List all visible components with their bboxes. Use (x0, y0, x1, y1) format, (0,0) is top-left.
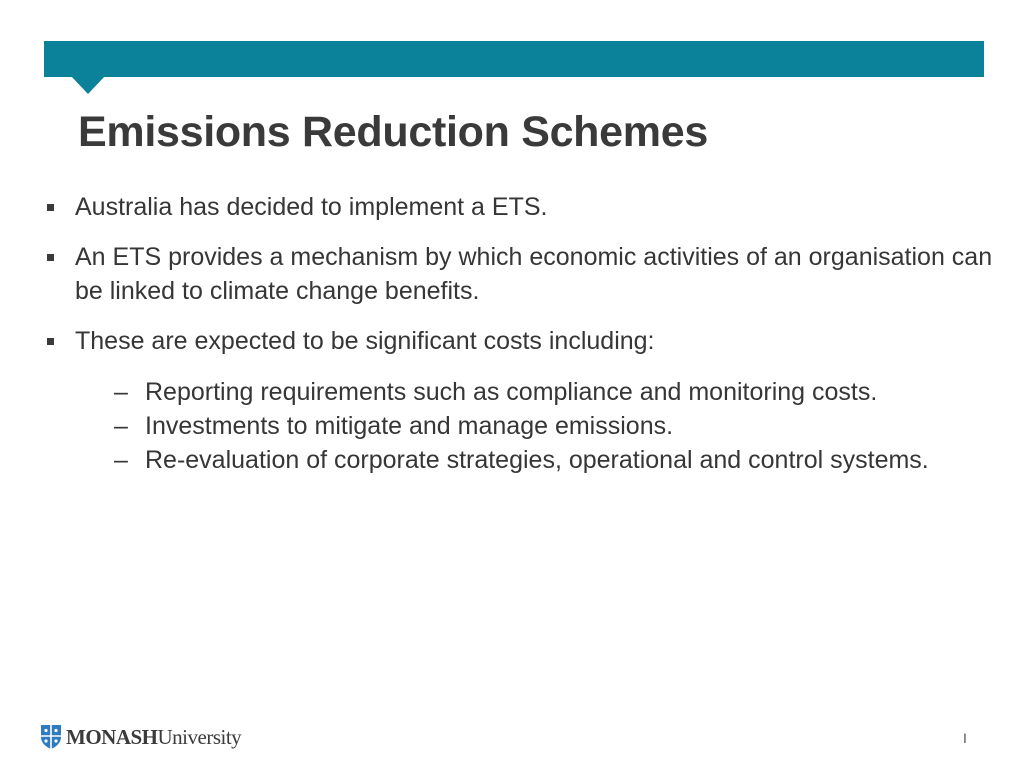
square-bullet-icon (47, 254, 54, 261)
bullet-text: Australia has decided to implement a ETS. (75, 193, 548, 221)
bullet-item (44, 190, 994, 224)
header-bar (44, 41, 984, 77)
square-bullet-icon (47, 338, 54, 345)
logo-monash-text: MONASH (66, 724, 158, 749)
square-bullet-icon (47, 204, 54, 211)
bullet-item (44, 324, 994, 358)
subbullet-text: Reporting requirements such as compliance and monitoring costs. (145, 378, 878, 406)
bullet-item (44, 240, 994, 308)
monash-crest-icon (40, 724, 62, 750)
bullet-text: An ETS provides a mechanism by which economic activities of an organisation can be linked to climate change benefits. (75, 243, 993, 305)
dash-bullet-icon: – (114, 446, 128, 474)
dash-bullet-icon: – (114, 412, 128, 440)
bullet-text: These are expected to be significant costs including: (75, 327, 655, 355)
subbullet-item (114, 443, 994, 477)
monash-logo (40, 722, 241, 752)
slide-title: Emissions Reduction Schemes (78, 108, 708, 156)
header-notch (71, 76, 105, 94)
page-number: I (963, 730, 967, 746)
subbullet-list (114, 375, 994, 477)
logo-university-text: University (157, 724, 242, 749)
dash-bullet-icon: – (114, 378, 128, 406)
subbullet-item (114, 375, 994, 409)
subbullet-text: Re-evaluation of corporate strategies, operational and control systems. (145, 446, 929, 474)
bullet-list (44, 190, 994, 374)
subbullet-text: Investments to mitigate and manage emissions. (145, 412, 674, 440)
subbullet-item (114, 409, 994, 443)
